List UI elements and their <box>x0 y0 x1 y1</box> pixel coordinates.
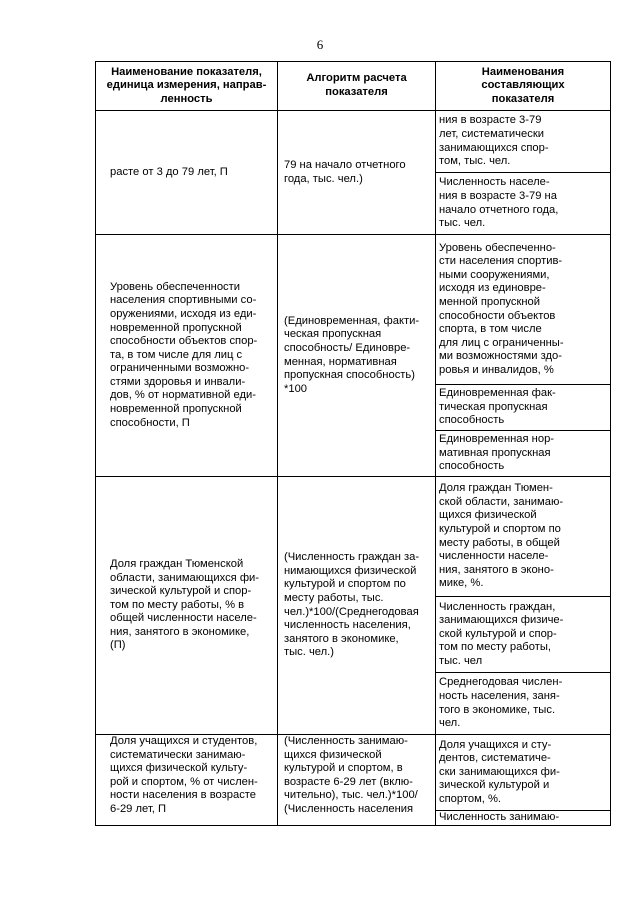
table-header-row <box>96 62 611 111</box>
page-number: 6 <box>316 37 324 52</box>
header-algorithm: Алгоритм расчета показателя <box>278 62 436 111</box>
component-cell: Численность граждан, занимающихся физиче- ской культурой и спор- том по месту работы, тыс. чел <box>436 597 611 673</box>
indicator-name-cell: Доля граждан Тюменской области, занимающихся фи- зической культурой и спор- том по месту работы, % в общей численности населе- ния, занятого в экономике, (П) <box>96 477 278 735</box>
component-cell: Доля учащихся и сту- дентов, систематиче- ски занимающихся фи- зической культурой и спортом, %. <box>436 735 611 811</box>
header-indicator-name: Наименование показателя, единица измерения, направ- ленность <box>96 62 278 111</box>
component-cell: Доля граждан Тюмен- ской области, занимаю- щихся физической культурой и спортом по месту работы, в общей численности населе- ния, занятого в эконо- мике, %. <box>436 477 611 597</box>
component-cell: Численность занимаю- <box>436 811 611 826</box>
component-cell: ния в возрасте 3-79 лет, систематически занимающихся спор- том, тыс. чел. <box>436 111 611 173</box>
indicators-table <box>95 61 611 826</box>
table-row <box>96 735 611 811</box>
indicator-name-cell: Уровень обеспеченности населения спортивными со- оружениями, исходя из еди- новременной пропускной способности объектов спор- та, в том числе для лиц с ограниченными возможно- стями здоровья и инвали- дов, % от нормативной еди- новременной пропускной способности, П <box>96 235 278 477</box>
component-cell: Уровень обеспеченно- сти населения спортив- ными сооружениями, исходя из единовре- менной пропускной способности объектов спорта, в том числе для лиц с ограниченны- ми возможностями здо- ровья и инвалидов, % <box>436 235 611 385</box>
header-components: Наименования составляющих показателя <box>436 62 611 111</box>
algorithm-cell: (Численность граждан за- нимающихся физической культурой и спортом по месту работы, тыс. чел.)*100/(Среднегодовая численность населения, занятого в экономике, тыс. чел.) <box>278 477 436 735</box>
component-cell: Численность населе- ния в возрасте 3-79 на начало отчетного года, тыс. чел. <box>436 173 611 235</box>
component-cell: Единовременная нор- мативная пропускная способность <box>436 431 611 477</box>
table-row <box>96 477 611 597</box>
algorithm-cell: (Численность занимаю- щихся физической культурой и спортом, в возрасте 6-29 лет (вклю- чительно), тыс. чел.)*100/ (Численность населения <box>278 735 436 826</box>
component-cell: Среднегодовая числен- ность населения, заня- того в экономике, тыс. чел. <box>436 673 611 735</box>
table-row <box>96 111 611 173</box>
algorithm-cell: 79 на начало отчетного года, тыс. чел.) <box>278 111 436 235</box>
table-row <box>96 235 611 385</box>
indicator-name-cell: Доля учащихся и студентов, систематически занимаю- щихся физической культу- рой и спортом, % от числен- ности населения в возрасте 6-29 лет, П <box>96 735 278 826</box>
algorithm-cell: (Единовременная, факти- ческая пропускная способность/ Единовре- менная, нормативная пропускная способность) *100 <box>278 235 436 477</box>
component-cell: Единовременная фак- тическая пропускная способность <box>436 385 611 431</box>
indicator-name-cell: расте от 3 до 79 лет, П <box>96 111 278 235</box>
